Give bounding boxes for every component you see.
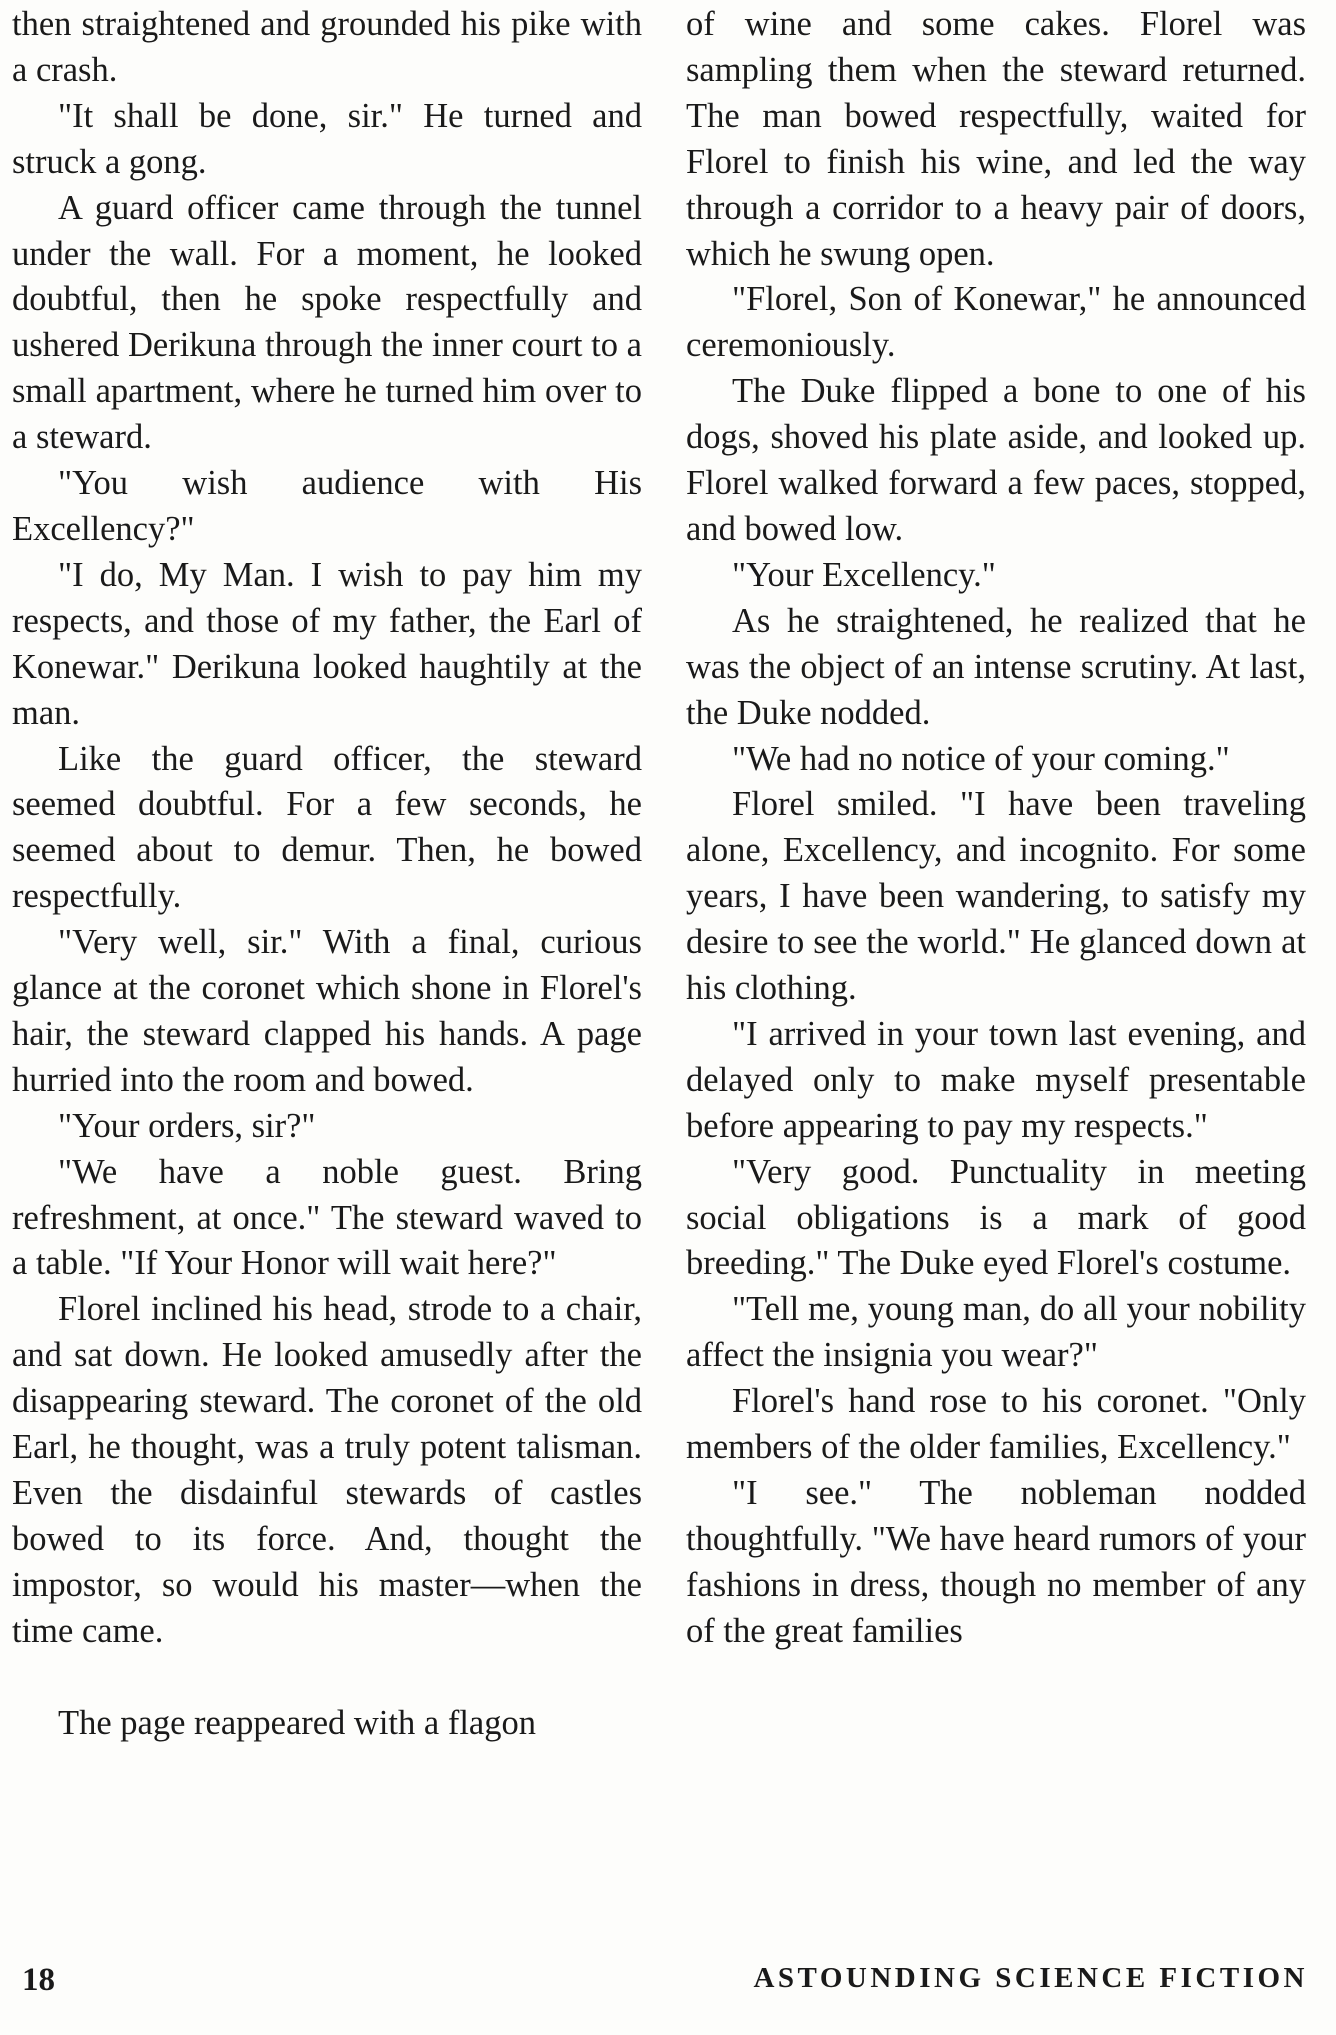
paragraph: As he straightened, he realized that he was the object of an intense scrutiny. At last, the Duke nodded. [686,601,1306,732]
paragraph: The Duke flipped a bone to one of his dogs, shoved his plate aside, and looked up. Florel walked forward a few paces, stopped, and bowed low. [686,372,1306,548]
left-column [12,2,642,1747]
paragraph: then straightened and grounded his pike with a crash. [12,5,642,89]
paragraph: Like the guard officer, the steward seemed doubtful. For a few seconds, he seemed about to demur. Then, he bowed respectfully. [12,739,642,916]
paragraph: Florel smiled. "I have been traveling alone, Excellency, and incognito. For some years, I have been wandering, to satisfy my desire to see the world." He glanced down at his clothing. [686,785,1306,1008]
paragraph: "Florel, Son of Konewar," he announced ceremoniously. [686,280,1306,365]
paragraph: "I do, My Man. I wish to pay him my respects, and those of my father, the Earl of Konewar." Derikuna looked haughtily at the man. [12,555,642,732]
paragraph: "It shall be done, sir." He turned and struck a gong. [12,96,642,181]
paragraph: "You wish audience with His Excellency?" [12,464,642,548]
paragraph: Florel inclined his head, strode to a chair, and sat down. He looked amusedly after the disappearing steward. The coronet of the old Earl, he thought, was a truly potent talisman. Even the disdainful stewards of castles bowed to its force. And, thought the impostor, so would his master—when the time came. [12,1290,642,1650]
paragraph: "Your orders, sir?" [58,1106,316,1145]
paragraph: A guard officer came through the tunnel under the wall. For a moment, he looked doubtful, then he spoke respectfully and ushered Derikuna through the inner court to a small apartment, where he turned him over to a steward. [12,188,642,457]
paragraph: "I arrived in your town last evening, and delayed only to make myself presentable before appearing to pay my respects." [686,1014,1306,1145]
paragraph: of wine and some cakes. Florel was sampling them when the steward returned. The man bowed respectfully, waited for Florel to finish his wine, and led the way through a corridor to a heavy pair of doors, which he swung open. [686,5,1306,273]
paragraph: "We have a noble guest. Bring refreshment, at once." The steward waved to a table. "If Your Honor will wait here?" [12,1152,642,1283]
paragraph: Florel's hand rose to his coronet. "Only members of the older families, Excellency." [686,1382,1306,1467]
paragraph: "I see." The nobleman nodded thoughtfully. "We have heard rumors of your fashions in dress, though no member of any of the great families [686,1474,1306,1650]
paragraph: "We had no notice of your coming." [732,739,1230,778]
paragraph: "Very good. Punctuality in meeting social obligations is a mark of good breeding." The Duke eyed Florel's costume. [686,1152,1306,1283]
paragraph: "Very well, sir." With a final, curious glance at the coronet which shone in Florel's hair, the steward clapped his hands. A page hurried into the room and bowed. [12,923,642,1099]
paragraph: "Tell me, young man, do all your nobility affect the insignia you wear?" [686,1290,1306,1375]
page-number: 18 [22,1962,55,1998]
paragraph: The page reappeared with a flagon [58,1703,536,1742]
right-column [686,2,1306,1655]
paragraph: "Your Excellency." [732,555,996,594]
running-title: ASTOUNDING SCIENCE FICTION [753,1962,1308,1994]
